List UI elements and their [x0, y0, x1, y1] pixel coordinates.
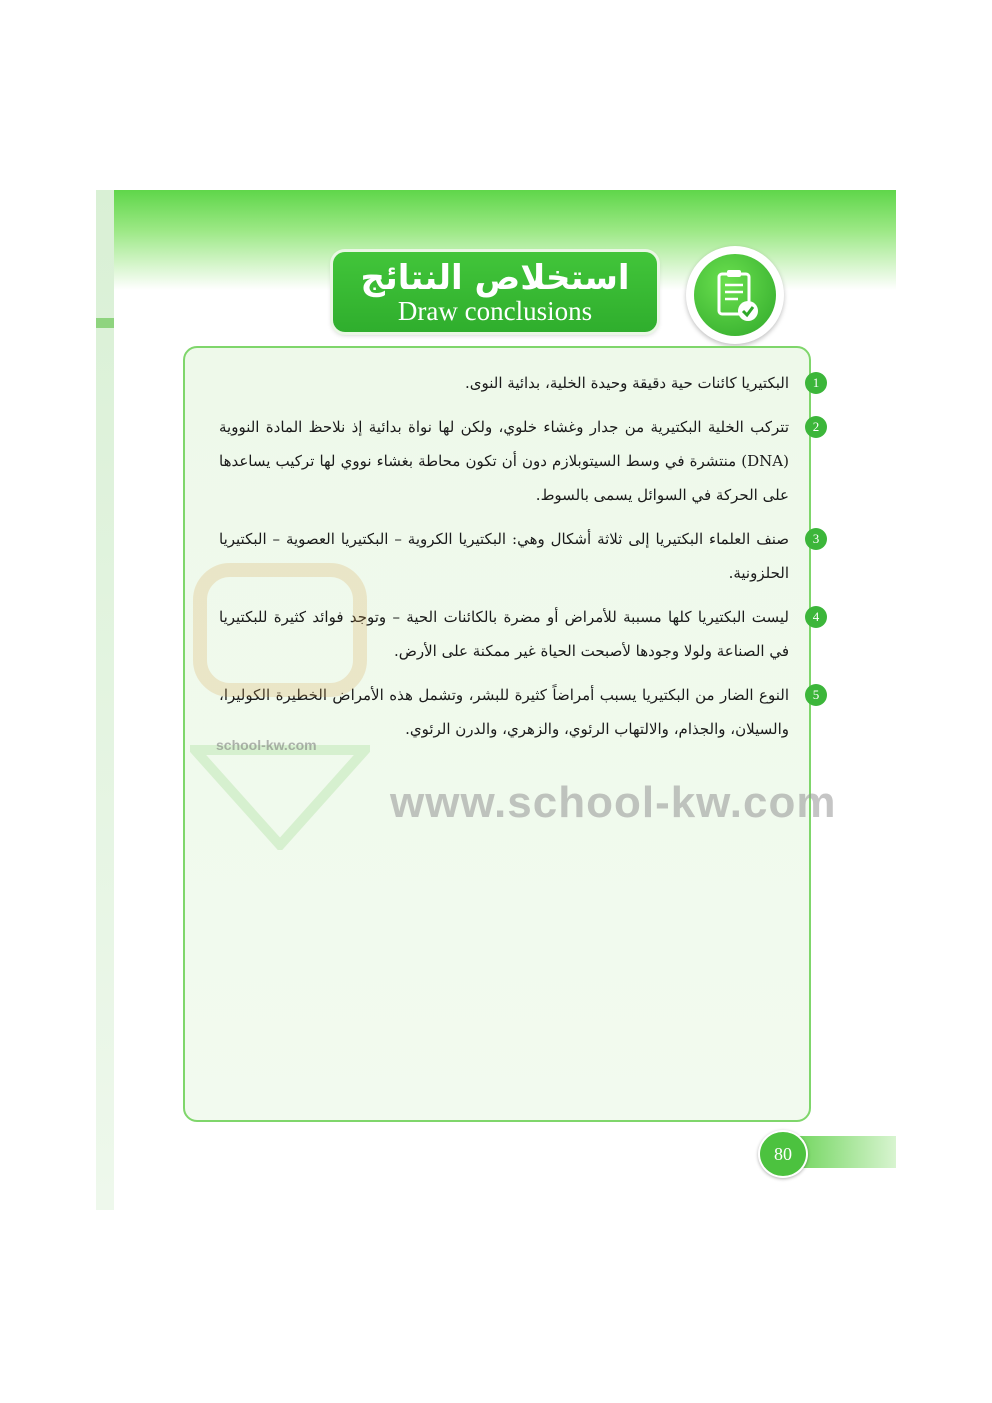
page-number: 80: [758, 1130, 808, 1178]
item-number-badge: 5: [805, 684, 827, 706]
section-icon-badge: [686, 246, 784, 344]
item-number-badge: 2: [805, 416, 827, 438]
watermark-url: www.school-kw.com: [390, 778, 837, 827]
item-text: البكتيريا كائنات حية دقيقة وحيدة الخلية، بدائية النوى.: [464, 374, 789, 392]
item-text: ليست البكتيريا كلها مسببة للأمراض أو مضرة بالكائنات الحية – وتوجد فوائد كثيرة للبكتيريا في الصناعة ولولا وجودها لأصبحت الحياة غير ممكنة على الأرض.: [219, 608, 789, 660]
left-margin-strip: [96, 190, 114, 1210]
section-title-english: Draw conclusions: [397, 296, 593, 326]
section-title-box: [333, 252, 657, 332]
item-text: النوع الضار من البكتيريا يسبب أمراضاً كثيرة للبشر، وتشمل هذه الأمراض الخطيرة الكوليرا، والسيلان، والجذام، والالتهاب الرئوي، والزهري، والدرن الرئوي.: [219, 686, 789, 738]
item-number-badge: 4: [805, 606, 827, 628]
left-margin-mark: [96, 318, 114, 328]
item-number-badge: 3: [805, 528, 827, 550]
watermark-logo-shape: [190, 560, 370, 850]
section-title-arabic: استخلاص النتائج: [360, 258, 630, 298]
conclusion-item-2: [219, 410, 820, 512]
item-text: تتركب الخلية البكتيرية من جدار وغشاء خلوي، ولكن لها نواة بدائية إذ نلاحظ المادة النووية (DNA) منتشرة في وسط السيتوبلازم دون أن تكون محاطة بغشاء نووي لها تركيب يساعدها على الحركة في السوائل يسمى بالسوط.: [219, 418, 789, 504]
conclusion-item-1: [219, 366, 820, 400]
clipboard-check-icon: [694, 254, 776, 336]
watermark-small-url: school-kw.com: [216, 737, 317, 753]
item-number-badge: 1: [805, 372, 827, 394]
item-text: صنف العلماء البكتيريا إلى ثلاثة أشكال وهي: البكتيريا الكروية – البكتيريا العصوية – البكتيريا الحلزونية.: [219, 530, 789, 582]
